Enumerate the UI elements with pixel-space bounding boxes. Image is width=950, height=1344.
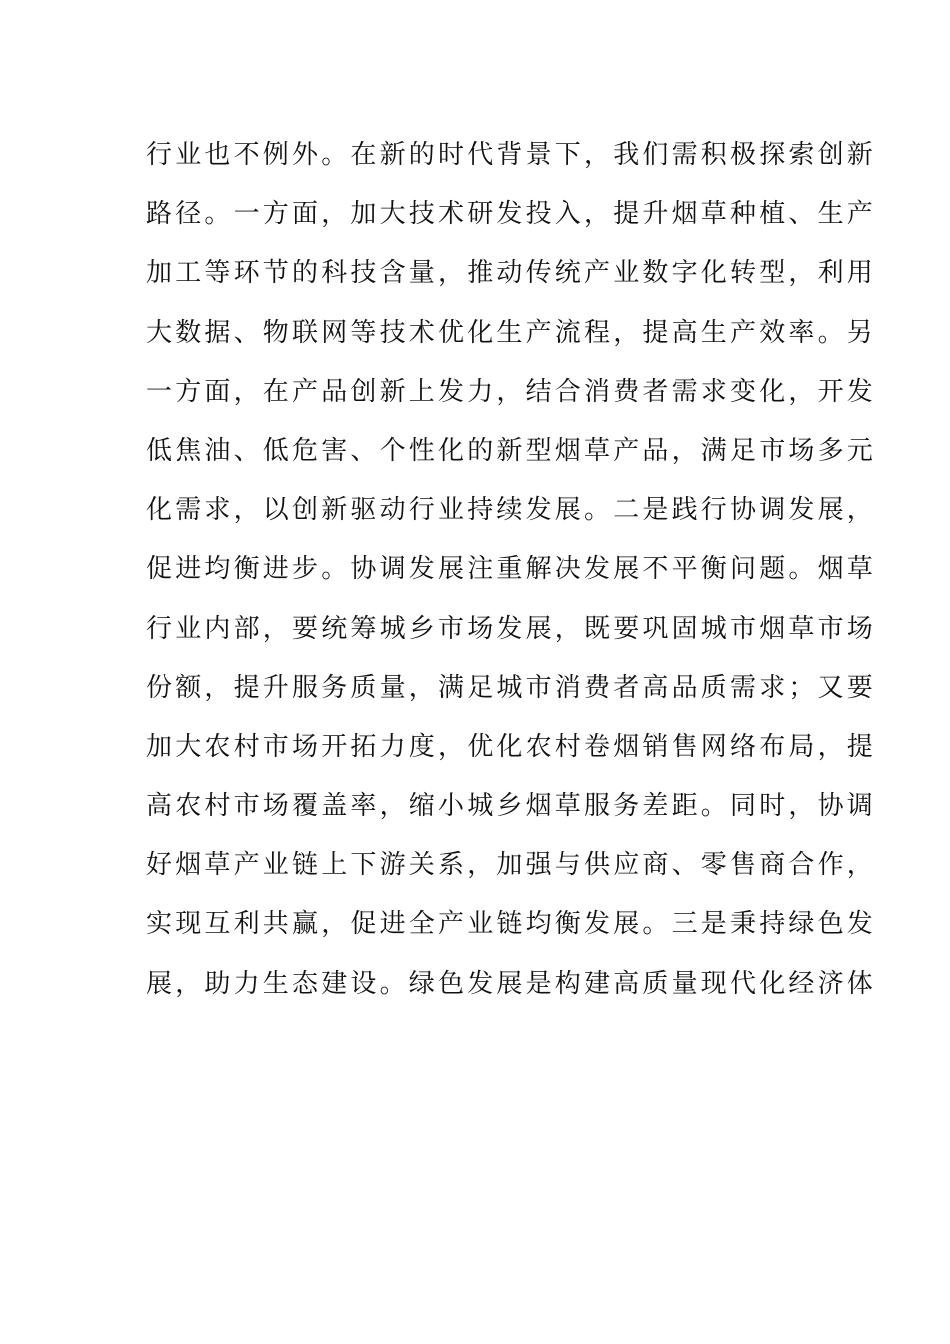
text-line: 加工等环节的科技含量，推动传统产业数字化转型，利用	[146, 258, 877, 289]
text-line: 实现互利共赢，促进全产业链均衡发展。三是秉持绿色发	[146, 909, 877, 940]
text-line: 一方面，在产品创新上发力，结合消费者需求变化，开发	[146, 376, 877, 407]
text-line: 低焦油、低危害、个性化的新型烟草产品，满足市场多元	[146, 435, 877, 466]
text-line: 高农村市场覆盖率，缩小城乡烟草服务差距。同时，协调	[146, 791, 877, 822]
text-line: 路径。一方面，加大技术研发投入，提升烟草种植、生产	[146, 199, 877, 230]
text-line: 加大农村市场开拓力度，优化农村卷烟销售网络布局，提	[146, 731, 877, 762]
text-line: 好烟草产业链上下游关系，加强与供应商、零售商合作，	[146, 850, 877, 881]
text-line: 份额，提升服务质量，满足城市消费者高品质需求；又要	[146, 672, 877, 703]
text-line: 化需求，以创新驱动行业持续发展。二是践行协调发展，	[146, 495, 877, 526]
text-line: 行业也不例外。在新的时代背景下，我们需积极探索创新	[146, 140, 877, 170]
text-line: 大数据、物联网等技术优化生产流程，提高生产效率。另	[146, 317, 877, 348]
text-line: 行业内部，要统筹城乡市场发展，既要巩固城市烟草市场	[146, 613, 877, 644]
text-line: 促进均衡进步。协调发展注重解决发展不平衡问题。烟草	[146, 554, 877, 585]
body-paragraph	[146, 126, 877, 1014]
text-line: 展，助力生态建设。绿色发展是构建高质量现代化经济体	[146, 968, 877, 999]
